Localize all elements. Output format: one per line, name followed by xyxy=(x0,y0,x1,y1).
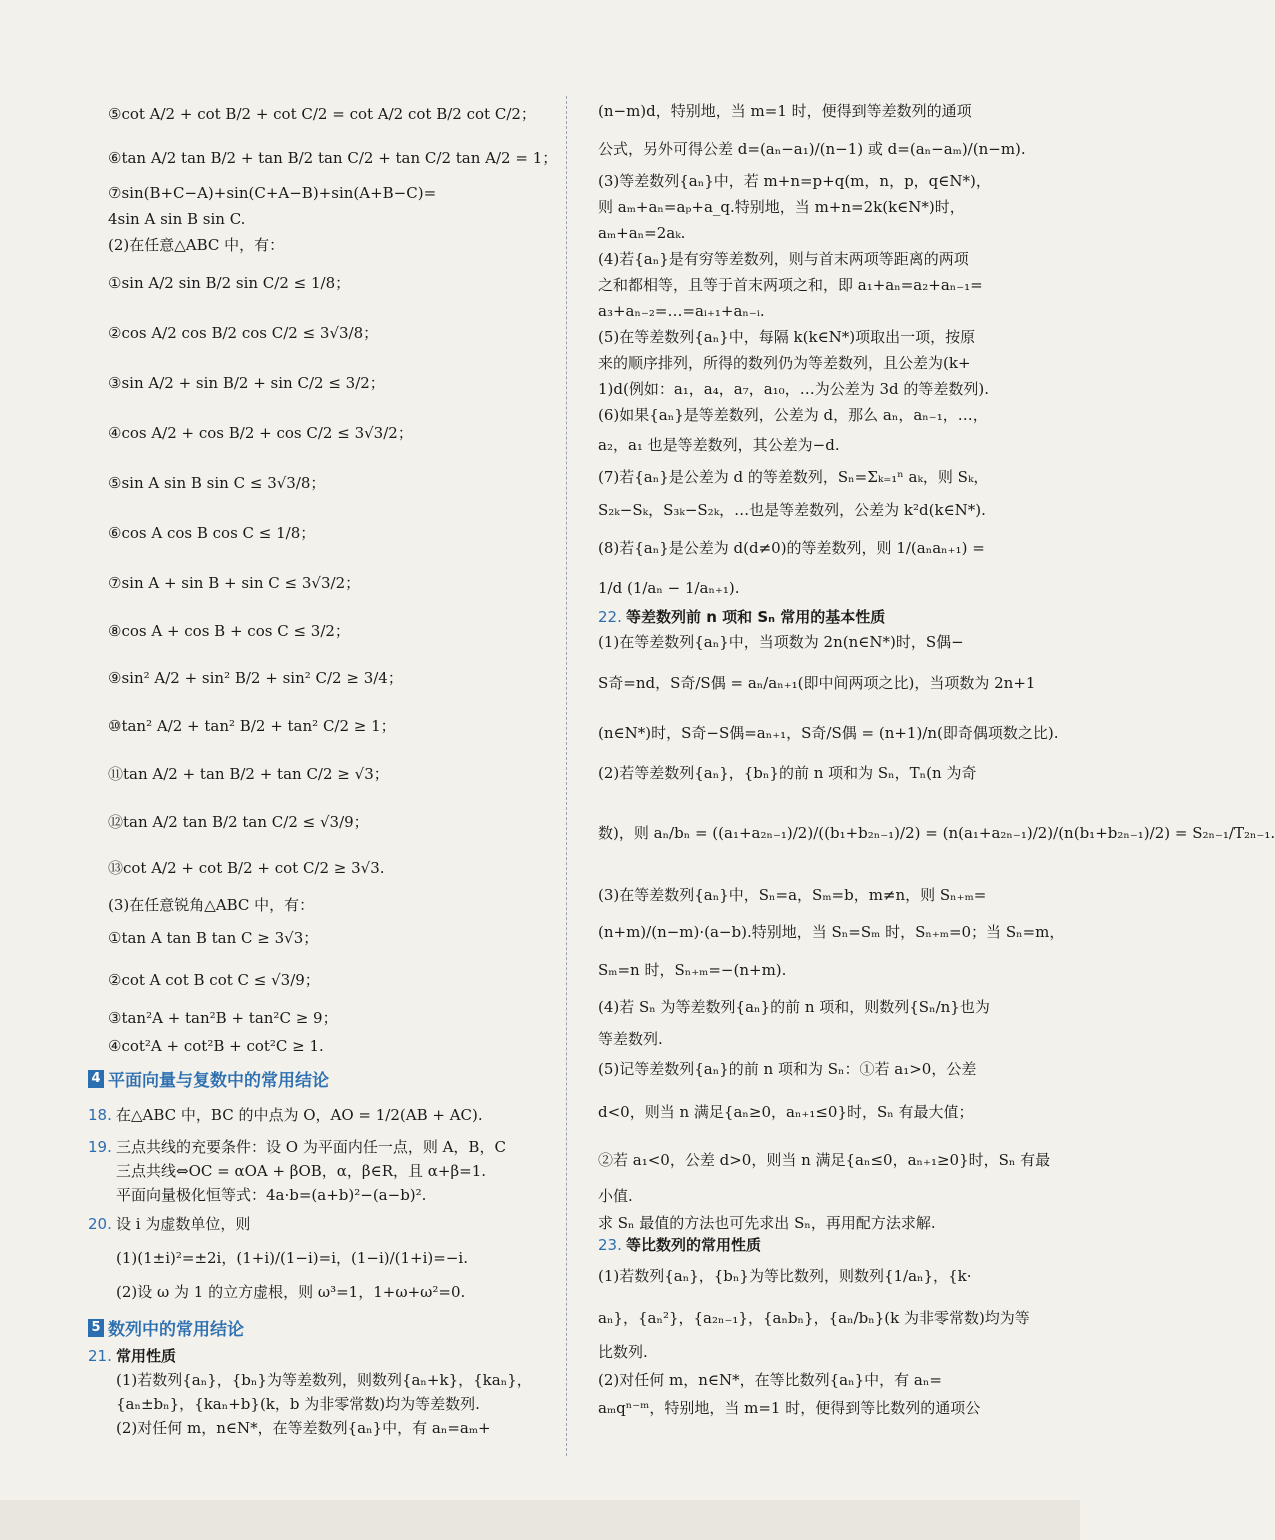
text-line: Sₘ=n 时，Sₙ₊ₘ=−(n+m). xyxy=(598,961,787,979)
item-23-number: 23. xyxy=(598,1236,622,1254)
item-22-title: 等差数列前 n 项和 Sₙ 常用的基本性质 xyxy=(626,608,886,626)
text-line: 1/d (1/aₙ − 1/aₙ₊₁). xyxy=(598,579,740,597)
section-4-number: 4 xyxy=(88,1070,104,1088)
section-4-items xyxy=(88,1095,560,1309)
text-line: (3)在任意锐角△ABC 中，有： xyxy=(108,896,315,914)
section-5-heading xyxy=(88,1315,560,1340)
right-column xyxy=(598,92,1275,1422)
text-line: ③tan²A + tan²B + tan²C ≥ 9； xyxy=(108,1009,338,1027)
text-line: ⑨sin² A/2 + sin² B/2 + sin² C/2 ≥ 3/4； xyxy=(108,669,403,687)
item-body xyxy=(116,1207,560,1309)
text-line: (6)如果{aₙ}是等差数列，公差为 d，那么 aₙ，aₙ₋₁，…， xyxy=(598,406,988,424)
text-line: (3)在等差数列{aₙ}中，Sₙ=a，Sₘ=b，m≠n，则 Sₙ₊ₘ= xyxy=(598,886,987,904)
text-line: d<0，则当 n 满足{aₙ≥0，aₙ₊₁≤0}时，Sₙ 有最大值； xyxy=(598,1103,974,1121)
text-line: ⑫tan A/2 tan B/2 tan C/2 ≤ √3/9； xyxy=(108,813,369,831)
numbered-item xyxy=(88,1135,560,1207)
text-line: 4sin A sin B sin C. xyxy=(108,210,246,228)
item-line: 三点共线的充要条件：设 O 为平面内任一点，则 A，B，C xyxy=(116,1138,506,1156)
text-line: ⑤cot A/2 + cot B/2 + cot C/2 = cot A/2 cot B/2 cot C/2； xyxy=(108,105,536,123)
text-line: aₙ}，{aₙ²}，{a₂ₙ₋₁}，{aₙbₙ}，{aₙ/bₙ}(k 为非零常数)均为等 xyxy=(598,1309,1030,1327)
item-body xyxy=(116,1135,560,1207)
text-line: ⑦sin(B+C−A)+sin(C+A−B)+sin(A+B−C)= xyxy=(108,184,437,202)
text-line: ⑦sin A + sin B + sin C ≤ 3√3/2； xyxy=(108,574,361,592)
text-line: (n−m)d，特别地，当 m=1 时，便得到等差数列的通项 xyxy=(598,102,972,120)
item-line: (2)设 ω 为 1 的立方虚根，则 ω³=1，1+ω+ω²=0. xyxy=(116,1283,466,1301)
text-line: S奇=nd，S奇/S偶 = aₙ/aₙ₊₁(即中间两项之比)，当项数为 2n+1 xyxy=(598,674,1036,692)
text-line: (5)记等差数列{aₙ}的前 n 项和为 Sₙ：①若 a₁>0，公差 xyxy=(598,1060,977,1078)
text-line: (n∈N*)时，S奇−S偶=aₙ₊₁，S奇/S偶 = (n+1)/n(即奇偶项数之比). xyxy=(598,724,1059,742)
text-line: (5)在等差数列{aₙ}中，每隔 k(k∈N*)项取出一项，按原 xyxy=(598,328,976,346)
section-5-title: 数列中的常用结论 xyxy=(108,1320,244,1340)
text-line: ①sin A/2 sin B/2 sin C/2 ≤ 1/8； xyxy=(108,274,351,292)
item-number: 18. xyxy=(88,1106,112,1124)
text-line: (1)在等差数列{aₙ}中，当项数为 2n(n∈N*)时，S偶− xyxy=(598,633,964,651)
right-lines-a xyxy=(598,92,1038,608)
text-line: 比数列. xyxy=(598,1343,648,1361)
right-lines-c xyxy=(598,1254,1038,1422)
text-line: ②cos A/2 cos B/2 cos C/2 ≤ 3√3/8； xyxy=(108,324,379,342)
item-line: 平面向量极化恒等式：4a·b=(a+b)²−(a−b)². xyxy=(116,1186,427,1204)
item-line: 常用性质 xyxy=(116,1347,177,1365)
text-line: (3)等差数列{aₙ}中，若 m+n=p+q(m，n，p，q∈N*)， xyxy=(598,172,991,190)
text-line: ⑩tan² A/2 + tan² B/2 + tan² C/2 ≥ 1； xyxy=(108,717,396,735)
item-number: 21. xyxy=(88,1347,112,1365)
text-line: ⑪tan A/2 + tan B/2 + tan C/2 ≥ √3； xyxy=(108,765,389,783)
text-line: a₂，a₁ 也是等差数列，其公差为−d. xyxy=(598,436,840,454)
text-line: 则 aₘ+aₙ=aₚ+a_q.特别地，当 m+n=2k(k∈N*)时， xyxy=(598,198,965,216)
item-line: (1)(1±i)²=±2i，(1+i)/(1−i)=i，(1−i)/(1+i)=−i. xyxy=(116,1249,468,1267)
section-4-heading xyxy=(88,1066,560,1091)
item-23-title: 等比数列的常用性质 xyxy=(626,1236,762,1254)
text-line: 1)d(例如：a₁，a₄，a₇，a₁₀，…为公差为 3d 的等差数列). xyxy=(598,380,989,398)
text-line: 来的顺序排列，所得的数列仍为等差数列，且公差为(k+ xyxy=(598,354,971,372)
text-line: ①tan A tan B tan C ≥ 3√3； xyxy=(108,929,319,947)
text-line: ⑧cos A + cos B + cos C ≤ 3/2； xyxy=(108,622,350,640)
text-line: 求 Sₙ 最值的方法也可先求出 Sₙ，再用配方法求解. xyxy=(598,1214,936,1232)
text-line: (7)若{aₙ}是公差为 d 的等差数列，Sₙ=Σₖ₌₁ⁿ aₖ，则 Sₖ， xyxy=(598,468,989,486)
text-line: a₃+aₙ₋₂=…=aᵢ₊₁+aₙ₋ᵢ. xyxy=(598,302,765,320)
text-line: aₘqⁿ⁻ᵐ，特别地，当 m=1 时，便得到等比数列的通项公 xyxy=(598,1399,981,1417)
text-line: 小值. xyxy=(598,1187,633,1205)
text-line: (8)若{aₙ}是公差为 d(d≠0)的等差数列，则 1/(aₙaₙ₊₁) = xyxy=(598,539,985,557)
item-line: 设 i 为虚数单位，则 xyxy=(116,1215,251,1233)
section-5-number: 5 xyxy=(88,1319,104,1337)
item-number: 20. xyxy=(88,1215,112,1233)
text-line: (2)若等差数列{aₙ}，{bₙ}的前 n 项和为 Sₙ，Tₙ(n 为奇 xyxy=(598,764,977,782)
item-23-heading xyxy=(598,1236,1038,1254)
text-line: (1)若数列{aₙ}，{bₙ}为等比数列，则数列{1/aₙ}，{k· xyxy=(598,1267,972,1285)
text-line: ⑬cot A/2 + cot B/2 + cot C/2 ≥ 3√3. xyxy=(108,859,385,877)
text-line: 数)，则 aₙ/bₙ = ((a₁+a₂ₙ₋₁)/2)/((b₁+b₂ₙ₋₁)/2) = (n(a₁+a₂ₙ₋₁)/2)/(n(b₁+b₂ₙ₋₁)/2) = S₂ₙ₋₁/T₂ₙ₋₁. xyxy=(598,824,1275,842)
text-line: aₘ+aₙ=2aₖ. xyxy=(598,224,686,242)
text-line: ②cot A cot B cot C ≤ √3/9； xyxy=(108,971,320,989)
item-line: {aₙ±bₙ}，{kaₙ+b}(k，b 为非零常数)均为等差数列. xyxy=(116,1395,480,1413)
text-line: 等差数列. xyxy=(598,1030,663,1048)
column-divider xyxy=(566,96,567,1456)
section-5-items xyxy=(88,1344,560,1440)
numbered-item xyxy=(88,1344,560,1440)
item-line: (2)对任何 m，n∈N*，在等差数列{aₙ}中，有 aₙ=aₘ+ xyxy=(116,1419,491,1437)
text-line: ⑥cos A cos B cos C ≤ 1/8； xyxy=(108,524,316,542)
numbered-item xyxy=(88,1095,560,1135)
item-line: (1)若数列{aₙ}，{bₙ}为等差数列，则数列{aₙ+k}，{kaₙ}， xyxy=(116,1371,532,1389)
item-line: 三点共线⇔OC = αOA + βOB，α，β∈R，且 α+β=1. xyxy=(116,1162,487,1180)
text-line: ③sin A/2 + sin B/2 + sin C/2 ≤ 3/2； xyxy=(108,374,385,392)
text-line: ②若 a₁<0，公差 d>0，则当 n 满足{aₙ≤0，aₙ₊₁≥0}时，Sₙ 有最 xyxy=(598,1151,1051,1169)
left-formulas-a xyxy=(88,92,560,1060)
right-lines-b xyxy=(598,626,1275,1236)
item-body xyxy=(116,1095,560,1135)
text-line: S₂ₖ−Sₖ，S₃ₖ−S₂ₖ，…也是等差数列，公差为 k²d(k∈N*). xyxy=(598,501,986,519)
numbered-item xyxy=(88,1207,560,1309)
text-line: ④cos A/2 + cos B/2 + cos C/2 ≤ 3√3/2； xyxy=(108,424,413,442)
left-column xyxy=(88,92,560,1440)
item-line: 在△ABC 中，BC 的中点为 O，AO = 1/2(AB + AC). xyxy=(116,1106,483,1124)
text-line: 之和都相等，且等于首末两项之和，即 a₁+aₙ=a₂+aₙ₋₁= xyxy=(598,276,983,294)
text-line: (4)若 Sₙ 为等差数列{aₙ}的前 n 项和，则数列{Sₙ/n}也为 xyxy=(598,998,990,1016)
text-line: ⑤sin A sin B sin C ≤ 3√3/8； xyxy=(108,474,326,492)
bottom-margin xyxy=(0,1500,1080,1540)
text-line: (2)对任何 m，n∈N*，在等比数列{aₙ}中，有 aₙ= xyxy=(598,1371,942,1389)
text-line: 公式，另外可得公差 d=(aₙ−a₁)/(n−1) 或 d=(aₙ−aₘ)/(n−m). xyxy=(598,140,1026,158)
text-line: (2)在任意△ABC 中，有： xyxy=(108,236,285,254)
item-22-heading xyxy=(598,608,1038,626)
item-body xyxy=(116,1344,560,1440)
item-number: 19. xyxy=(88,1138,112,1156)
text-line: (n+m)/(n−m)·(a−b).特别地，当 Sₙ=Sₘ 时，Sₙ₊ₘ=0；当 Sₙ=m， xyxy=(598,923,1065,941)
text-line: (4)若{aₙ}是有穷等差数列，则与首末两项等距离的两项 xyxy=(598,250,969,268)
text-line: ④cot²A + cot²B + cot²C ≥ 1. xyxy=(108,1037,324,1055)
text-line: ⑥tan A/2 tan B/2 + tan B/2 tan C/2 + tan C/2 tan A/2 = 1； xyxy=(108,149,558,167)
section-4-title: 平面向量与复数中的常用结论 xyxy=(108,1071,329,1091)
item-22-number: 22. xyxy=(598,608,622,626)
